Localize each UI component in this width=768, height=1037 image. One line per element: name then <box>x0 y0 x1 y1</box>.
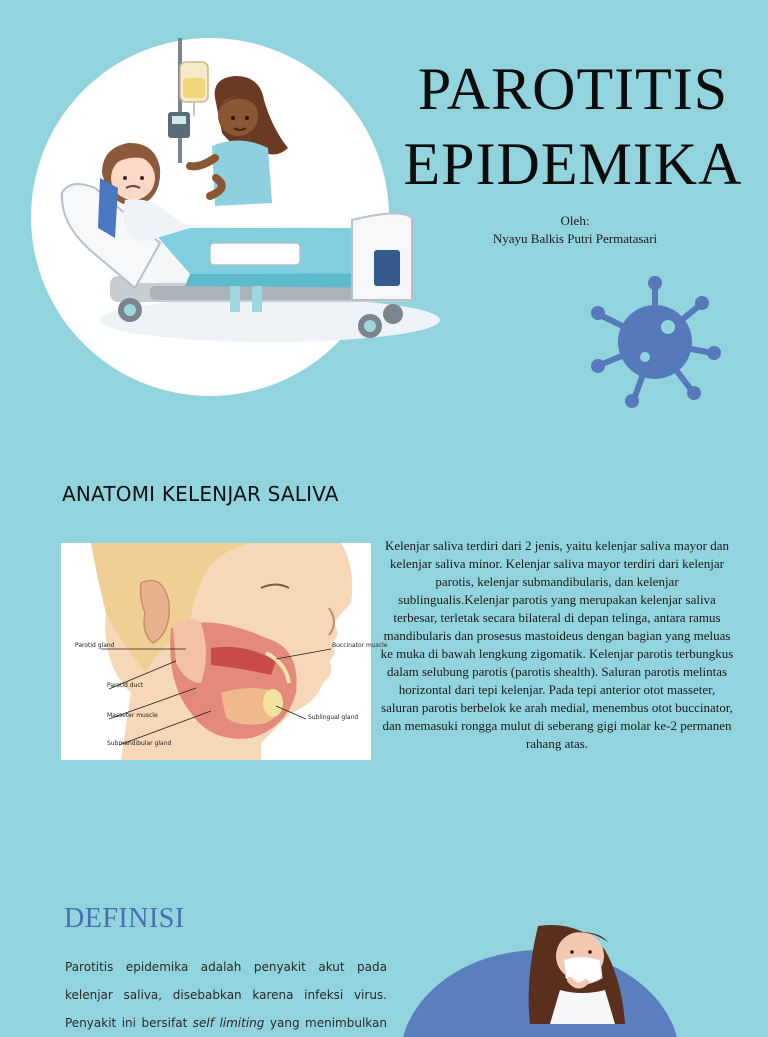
label-masseter: Masseter muscle <box>107 712 158 719</box>
page-title <box>393 52 753 202</box>
title-line-1: PAROTITIS <box>417 56 729 122</box>
definisi-line-2: kelenjar saliva, disebabkan karena infeksi virus. <box>65 988 387 1002</box>
definisi-paragraph <box>65 953 387 1037</box>
label-sublingual: Sublingual gland <box>308 714 359 721</box>
author-name: Nyayu Balkis Putri Permatasari <box>492 231 658 246</box>
anatomy-paragraph: Kelenjar saliva terdiri dari 2 jenis, yaitu kelenjar saliva mayor dan kelenjar saliva minor. Kelenjar saliva mayor terdiri dari kelenjar parotis, kelenjar submandibularis, dan kelenjar sublingualis.Kelenjar parotis yang merupakan kelenjar saliva terbesar, terletak secara bilateral di depan telinga, antara ramus mandibularis dan prosesus mastoideus dengan bagian yang meluas ke muka di bawah lengkung zigomatik. Kelenjar parotis terbungkus dalam selubung parotis (parotis shealth). Saluran parotis melintas horizontal dari tepi kelenjar. Pada tepi anterior otot masseter, saluran parotis berbelok ke arah medial, menembus otot buccinator, dan memasuki rongga mulut di seberang gigi molar ke-2 permanen rahang atas. <box>380 538 734 751</box>
definisi-line-1: Parotitis epidemika adalah penyakit akut pada <box>65 960 387 974</box>
label-parotid-gland: Parotid gland <box>75 642 115 649</box>
salivary-gland-anatomy-illustration <box>61 543 388 760</box>
title-line-2: EPIDEMIKA <box>403 131 743 197</box>
label-parotid-duct: Parotid duct <box>107 682 144 689</box>
definisi-line-3-before: Penyakit ini bersifat <box>65 1016 193 1030</box>
self-limiting-term: self limiting <box>192 1016 265 1030</box>
definisi-line-3 <box>65 1009 387 1037</box>
hospital-bed-illustration <box>40 38 430 358</box>
masked-woman-illustration <box>400 920 700 1024</box>
definisi-line-3-after: yang menimbulkan <box>264 1016 388 1030</box>
anatomy-heading: ANATOMI KELENJAR SALIVA <box>62 482 339 506</box>
byline <box>440 212 710 248</box>
virus-icon <box>588 273 722 411</box>
definisi-heading: DEFINISI <box>64 903 185 934</box>
byline-label: Oleh: <box>560 213 590 228</box>
label-buccinator: Buccinator muscle <box>332 642 388 649</box>
label-submandibular: Submandibular gland <box>107 740 172 747</box>
